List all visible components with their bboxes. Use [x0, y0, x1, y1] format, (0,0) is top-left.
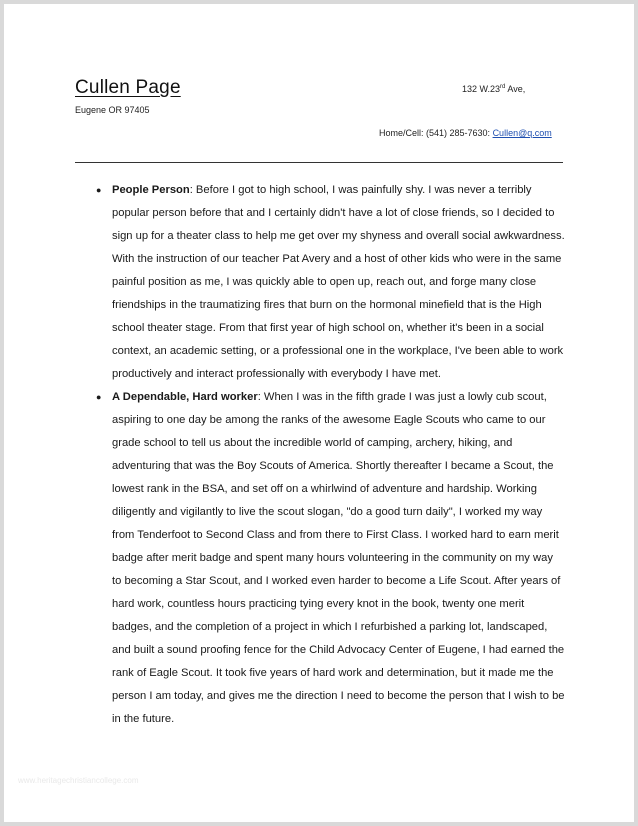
bullet-icon: ●	[96, 185, 102, 195]
ordinal-suffix: rd	[500, 84, 506, 90]
address-line-2: Eugene OR 97405	[75, 105, 150, 115]
street-suffix: Ave,	[505, 84, 526, 94]
bullet-item-hard-worker	[93, 386, 565, 731]
applicant-name: Cullen Page	[75, 77, 181, 98]
contact-label: Home/Cell: (541) 285-7630:	[379, 128, 493, 138]
bullet-heading: A Dependable, Hard worker	[112, 391, 258, 403]
contact-line	[379, 128, 552, 138]
bullet-body: : When I was in the fifth grade I was just a lowly cub scout, aspiring to one day be among the ranks of the awesome Eagle Scouts who came to our grade school to tell us about the incredible world of camping, archery, hiking, and adventuring that was the Boy Scouts of America. Shortly thereafter I became a Scout, the lowest rank in the BSA, and set off on a whirlwind of adventure and hardship. Working diligently and vigilantly to live the scout slogan, "do a good turn daily", I worked my way from Tenderfoot to Second Class and from there to First Class. I worked hard to earn merit badge after merit badge and spent many hours volunteering in the community on my way to becoming a Star Scout, and I worked even harder to become a Life Scout. After years of hard work, countless hours practicing tying every knot in the book, twenty one merit badges, and the completion of a project in which I refurbished a parking lot, landscaped, and built a sound proofing fence for the Child Advocacy Center of Eugene, I had earned the rank of Eagle Scout. It took five years of hard work and determination, but it made me the person I am today, and gives me the direction I need to become the person that I wish to be in the future.	[112, 391, 565, 725]
watermark: www.heritagechristiancollege.com	[18, 776, 139, 785]
document-page	[4, 4, 634, 822]
street-number: 132 W.23	[462, 84, 501, 94]
email-link[interactable]: Cullen@q.com	[492, 128, 552, 138]
address-line-1	[462, 84, 525, 94]
header-divider	[75, 162, 563, 163]
bullet-heading: People Person	[112, 184, 190, 196]
bullet-body: : Before I got to high school, I was painfully shy. I was never a terribly popular person before that and I certainly didn't have a lot of close friends, so I decided to sign up for a theater class to help me get over my shyness and overall social awkwardness. With the instruction of our teacher Pat Avery and a host of other kids who were in the same painful position as me, I was quickly able to open up, reach out, and forge many close friendships in the traumatizing fires that burn on the hormonal minefield that is the High school theater stage. From that first year of high school on, whether it's been in a social context, an academic setting, or a professional one in the workplace, I've been able to work productively and interact professionally with everybody I have met.	[112, 184, 565, 380]
bullet-item-people-person	[93, 179, 565, 386]
bullet-list	[93, 179, 565, 731]
bullet-icon: ●	[96, 392, 102, 402]
